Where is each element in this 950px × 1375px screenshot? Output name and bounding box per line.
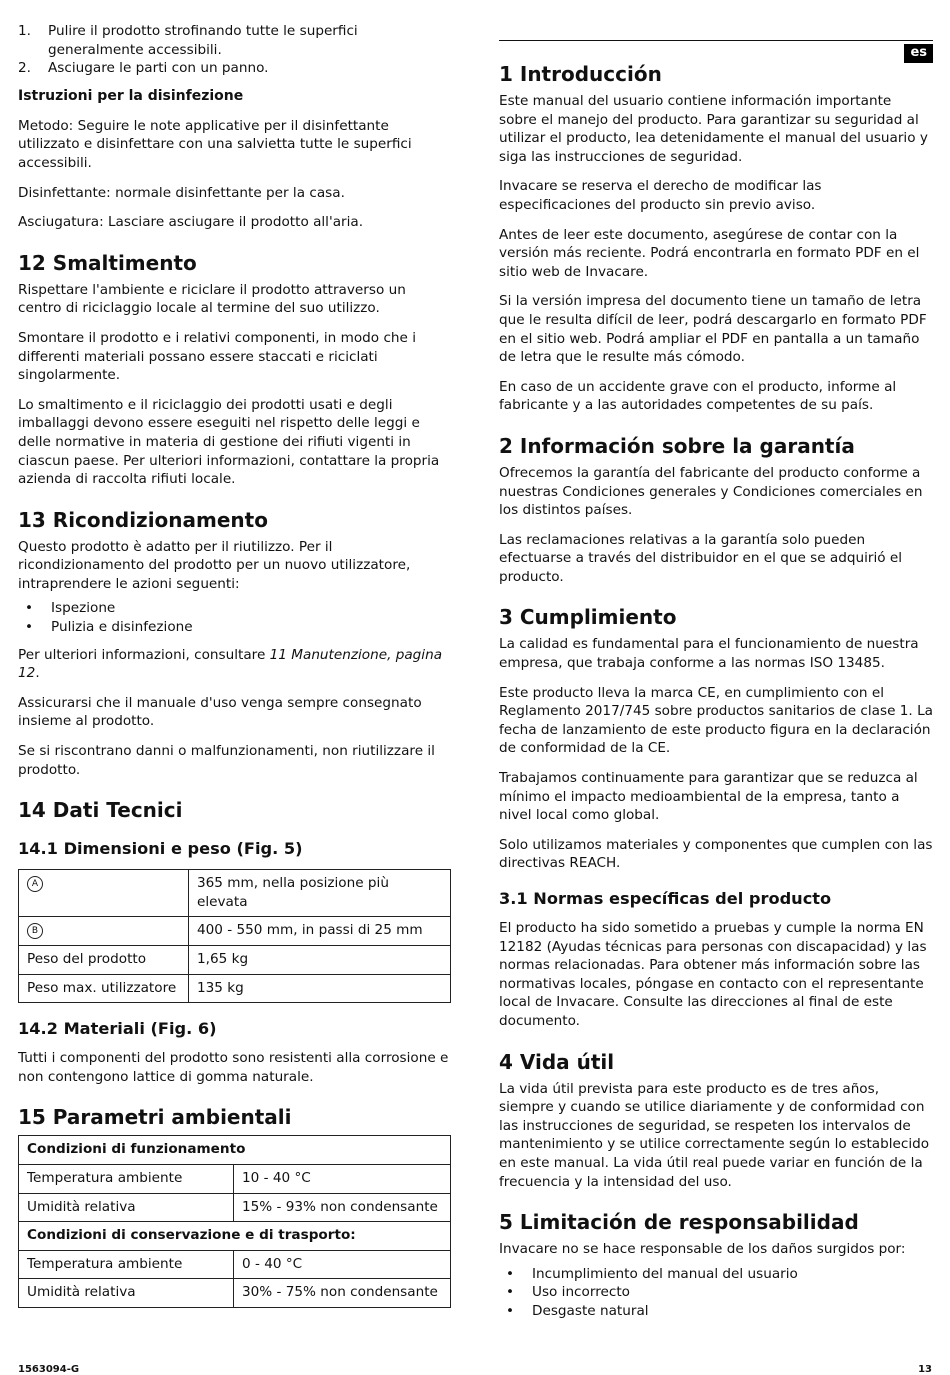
table-cell: 400 - 550 mm, in passi di 25 mm (189, 917, 451, 946)
paragraph: Solo utilizamos materiales y componentes que cumplen con las directivas REACH. (499, 836, 933, 872)
subsection-heading-14-2: 14.2 Materiali (Fig. 6) (18, 1019, 217, 1039)
section-heading-1: 1 Introducción (499, 62, 662, 86)
subsection-heading-3-1: 3.1 Normas específicas del producto (499, 889, 832, 908)
paragraph: Las reclamaciones relativas a la garantía solo pueden efectuarse a través del distribuidor en el que se adquirió el producto. (499, 531, 903, 585)
document-id: 1563094-G (18, 1364, 80, 1375)
right-column (499, 40, 933, 1330)
cross-reference-link[interactable]: 11 Manutenzione, pagina 12 (18, 646, 443, 682)
paragraph: Antes de leer este documento, asegúrese de contar con la versión más reciente. Podrá encontrarla en formato PDF en el sitio web de Invacare. (499, 226, 920, 280)
table-cell: 0 - 40 °C (234, 1250, 451, 1279)
top-divider (499, 40, 933, 41)
paragraph: Se si riscontrano danni o malfunzionamenti, non riutilizzare il prodotto. (18, 743, 435, 778)
list-item: • Incumplimiento del manual del usuario (499, 1265, 933, 1284)
table-cell: Peso max. utilizzatore (19, 974, 189, 1003)
disinfectant-text: Disinfettante: normale disinfettante per la casa. (18, 184, 345, 201)
table-row (19, 917, 451, 946)
table-row (19, 870, 451, 917)
section-heading-3: 3 Cumplimiento (499, 605, 677, 630)
paragraph: Rispettare l'ambiente e riciclare il prodotto attraverso un centro di riciclaggio locale al termine del suo utilizzo. (18, 281, 406, 317)
paragraph: La calidad es fundamental para el funcionamiento de nuestra empresa, que trabaja conforme a las normas ISO 13485. (499, 636, 919, 672)
paragraph: En caso de un accidente grave con el producto, informe al fabricante y a las autoridades competentes de su país. (499, 378, 897, 414)
paragraph: Tutti i componenti del prodotto sono resistenti alla corrosione e non contengono lattice di gomma naturale. (18, 1050, 449, 1085)
list-item: • Desgaste natural (499, 1302, 933, 1321)
paragraph: Ofrecemos la garantía del fabricante del producto conforme a nuestras Condiciones generales y Condiciones comerciales en los distintos países. (499, 464, 923, 519)
table-row (19, 946, 451, 975)
drying-text: Asciugatura: Lasciare asciugare il prodotto all'aria. (18, 214, 364, 231)
table-row (19, 974, 451, 1003)
table-cell: 1,65 kg (189, 946, 451, 975)
paragraph: Este manual del usuario contiene información importante sobre el manejo del producto. Para garantizar su seguridad al utilizar el producto, lea detenidamente el manual del usuario y siga las instrucciones de seguridad. (499, 93, 928, 165)
paragraph: Invacare se reserva el derecho de modificar las especificaciones del producto sin previo aviso. (499, 178, 822, 213)
list-item: • Ispezione (18, 599, 453, 618)
paragraph: El producto ha sido sometido a pruebas y cumple la norma EN 12182 (Ayudas técnicas para personas con discapacidad) y las normas relacionadas. Para obtener más información sobre las normativas locales, póngase en contacto con el representante local de Invacare. Consulte las direcciones al final de este documento. (499, 920, 927, 1029)
table-row (19, 1193, 451, 1222)
left-column (18, 22, 453, 1320)
list-item: • Uso incorrecto (499, 1283, 933, 1302)
table-cell (19, 870, 189, 917)
table-group-heading: Condizioni di conservazione e di trasporto: (19, 1222, 451, 1251)
paragraph: Questo prodotto è adatto per il riutilizzo. Per il ricondizionamento del prodotto per un nuovo utilizzatore, intraprendere le azioni seguenti: (18, 538, 411, 592)
callout-a-icon: A (27, 876, 43, 892)
dimensions-table (18, 869, 451, 1003)
paragraph: La vida útil prevista para este producto es de tres años, siempre y cuando se utilice diariamente y de conformidad con las instrucciones de seguridad, se respeten los intervalos de mantenimiento y se utilice correctamente según lo establecido en este manual. La vida útil real puede variar en función de la frecuencia y la intensidad del uso. (499, 1080, 930, 1190)
table-cell: Temperatura ambiente (19, 1164, 234, 1193)
cleaning-steps (18, 22, 453, 78)
section-heading-2: 2 Información sobre la garantía (499, 433, 855, 458)
table-row (19, 1279, 451, 1308)
disinfection-heading: Istruzioni per la disinfezione (18, 87, 244, 104)
section-heading-5: 5 Limitación de responsabilidad (499, 1210, 859, 1235)
paragraph: Assicurarsi che il manuale d'uso venga sempre consegnato insieme al prodotto. (18, 694, 422, 730)
table-row (19, 1222, 451, 1251)
reference-paragraph: Per ulteriori informazioni, consultare 11 Manutenzione, pagina 12. (18, 646, 443, 682)
bullet-list (499, 1265, 933, 1321)
table-cell (19, 917, 189, 946)
table-cell: 15% - 93% non condensante (234, 1193, 451, 1222)
environment-table (18, 1135, 451, 1308)
table-row (19, 1164, 451, 1193)
table-cell: 10 - 40 °C (234, 1164, 451, 1193)
section-heading-14: 14 Dati Tecnici (18, 798, 183, 823)
paragraph: Lo smaltimento e il riciclaggio dei prodotti usati e degli imballaggi devono essere eseguiti nel rispetto delle leggi e delle normative in materia di gestione dei rifiuti vigenti in ciascun paese. Per ulteriori informazioni, contattare la propria azienda di raccolta rifiuti locale. (18, 396, 440, 488)
list-item: • Pulizia e disinfezione (18, 618, 453, 637)
paragraph: Trabajamos continuamente para garantizar que se reduzca al mínimo el impacto medioambiental de la empresa, tanto a nivel local como global. (499, 770, 918, 824)
table-cell: Temperatura ambiente (19, 1250, 234, 1279)
section-heading-13: 13 Ricondizionamento (18, 507, 268, 532)
table-cell: Umidità relativa (19, 1279, 234, 1308)
table-cell: 365 mm, nella posizione più elevata (189, 870, 451, 917)
table-cell: 30% - 75% non condensante (234, 1279, 451, 1308)
table-row (19, 1250, 451, 1279)
paragraph: Invacare no se hace responsable de los daños surgidos por: (499, 1241, 906, 1258)
list-item: 1. Pulire il prodotto strofinando tutte le superfici generalmente accessibili. (18, 23, 358, 58)
table-group-heading: Condizioni di funzionamento (19, 1136, 451, 1165)
paragraph: Este producto lleva la marca CE, en cumplimiento con el Reglamento 2017/745 sobre productos sanitarios de clase 1. La fecha de lanzamiento de este producto figura en la declaración de conformidad de la CE. (499, 684, 933, 757)
paragraph: Si la versión impresa del documento tiene un tamaño de letra que le resulta difícil de leer, podrá descargarlo en formato PDF en el sitio web. Podrá ampliar el PDF en pantalla a un tamaño de letra que le resulte más cómodo. (499, 293, 927, 366)
page-number: 13 (918, 1364, 932, 1375)
subsection-heading-14-1: 14.1 Dimensioni e peso (Fig. 5) (18, 839, 303, 859)
callout-b-icon: B (27, 923, 43, 939)
section-heading-4: 4 Vida útil (499, 1049, 615, 1074)
bullet-list (18, 599, 453, 636)
table-cell: Umidità relativa (19, 1193, 234, 1222)
paragraph: Smontare il prodotto e i relativi componenti, in modo che i differenti materiali possano essere staccati e riciclati singolarmente. (18, 329, 416, 384)
list-item: 2. Asciugare le parti con un panno. (18, 60, 269, 77)
table-cell: 135 kg (189, 974, 451, 1003)
language-badge: es (904, 44, 933, 63)
section-heading-15: 15 Parametri ambientali (18, 1105, 292, 1130)
table-cell: Peso del prodotto (19, 946, 189, 975)
section-heading-12: 12 Smaltimento (18, 250, 197, 275)
method-text: Metodo: Seguire le note applicative per il disinfettante utilizzato e disinfettare con una salvietta tutte le superfici accessibili. (18, 117, 412, 171)
table-row (19, 1136, 451, 1165)
